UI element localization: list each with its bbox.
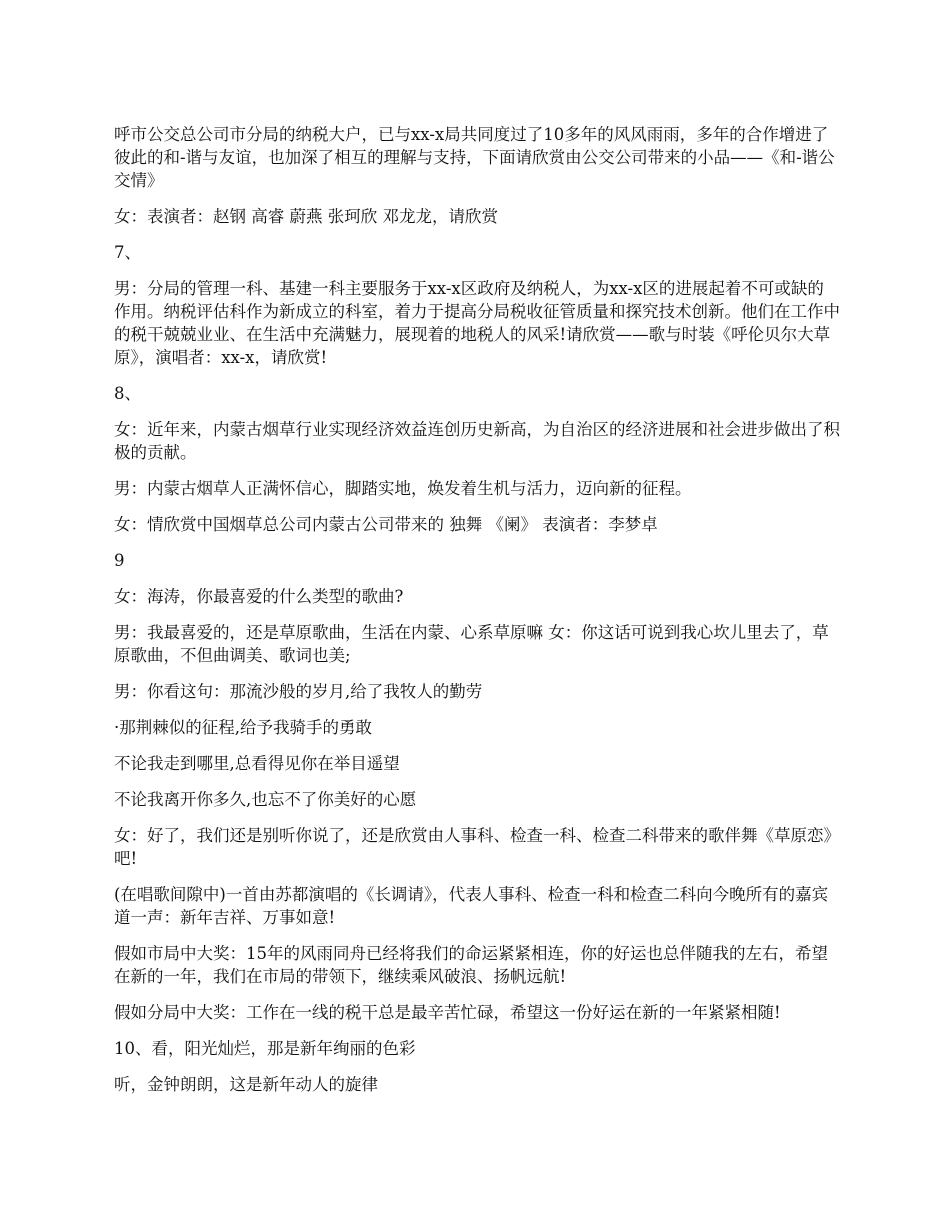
paragraph-tobacco-people: 男：内蒙古烟草人正满怀信心，脚踏实地，焕发着生机与活力，迈向新的征程。 bbox=[114, 479, 692, 498]
section-number-8: 8、 bbox=[114, 384, 141, 403]
paragraph-management-section: 男：分局的管理一科、基建一科主要服务于xx-x区政府及纳税人，为xx-x区的进展起着不可或缺的作用。纳税评估科作为新成立的科室，着力于提高分局税收征管质量和探究技术创新。他们在工作中的税干兢兢业业、在生活中充满魅力，展现着的地税人的风采!请欣赏——歌与时装《呼伦贝尔大草原》，演唱者：xx-x，请欣赏! bbox=[114, 279, 840, 367]
paragraph-lyric-3: 不论我走到哪里,总看得见你在举目遥望 bbox=[114, 754, 400, 773]
paragraph-section-10-line-1: 10、看，阳光灿烂，那是新年绚丽的色彩 bbox=[114, 1039, 416, 1058]
paragraph-lyric-2: ·那荆棘似的征程,给予我骑手的勇敢 bbox=[114, 718, 372, 737]
paragraph-city-bureau-prize: 假如市局中大奖：15年的风雨同舟已经将我们的命运紧紧相连，你的好运也总伴随我的左右，希望在新的一年，我们在市局的带领下，继续乘风破浪、扬帆远航! bbox=[114, 944, 828, 986]
paragraph-tobacco-industry: 女：近年来，内蒙古烟草行业实现经济效益连创历史新高，为自治区的经济进展和社会进步做出了积极的贡献。 bbox=[114, 420, 840, 462]
paragraph-performers: 女：表演者：赵钢 高睿 蔚燕 张珂欣 邓龙龙，请欣赏 bbox=[114, 207, 498, 226]
paragraph-song-dance-intro: 女：好了，我们还是别听你说了，还是欣赏由人事科、检查一科、检查二科带来的歌伴舞《草原恋》吧! bbox=[114, 826, 840, 868]
paragraph-solo-dance: 女：情欣赏中国烟草总公司内蒙古公司带来的 独舞 《阑》 表演者：李梦卓 bbox=[114, 515, 658, 534]
paragraph-lyric-4: 不论我离开你多久,也忘不了你美好的心愿 bbox=[114, 790, 417, 809]
paragraph-section-10-line-2: 听，金钟朗朗，这是新年动人的旋律 bbox=[114, 1075, 378, 1094]
paragraph-grassland-songs: 男：我最喜爱的，还是草原歌曲，生活在内蒙、心系草原嘛 女：你这话可说到我心坎儿里去了，草原歌曲，不但曲调美、歌词也美; bbox=[114, 623, 829, 665]
section-number-9: 9 bbox=[114, 551, 125, 570]
paragraph-singing-interval: (在唱歌间隙中)一首由苏都演唱的《长调请》，代表人事科、检查一科和检查二科向今晚所有的嘉宾道一声：新年吉祥、万事如意! bbox=[114, 885, 829, 927]
section-number-7: 7、 bbox=[114, 243, 141, 262]
paragraph-intro-bus-company: 呼市公交总公司市分局的纳税大户，已与xx-x局共同度过了10多年的风风雨雨，多年的合作增进了彼此的和-谐与友谊，也加深了相互的理解与支持，下面请欣赏由公交公司带来的小品——《和-谐公交情》 bbox=[114, 125, 835, 190]
paragraph-branch-bureau-prize: 假如分局中大奖：工作在一线的税干总是最辛苦忙碌，希望这一份好运在新的一年紧紧相随! bbox=[114, 1003, 781, 1022]
paragraph-lyric-1: 男：你看这句：那流沙般的岁月,给了我牧人的勤劳 bbox=[114, 682, 483, 701]
paragraph-favorite-song-question: 女：海涛，你最喜爱的什么类型的歌曲? bbox=[114, 587, 404, 606]
